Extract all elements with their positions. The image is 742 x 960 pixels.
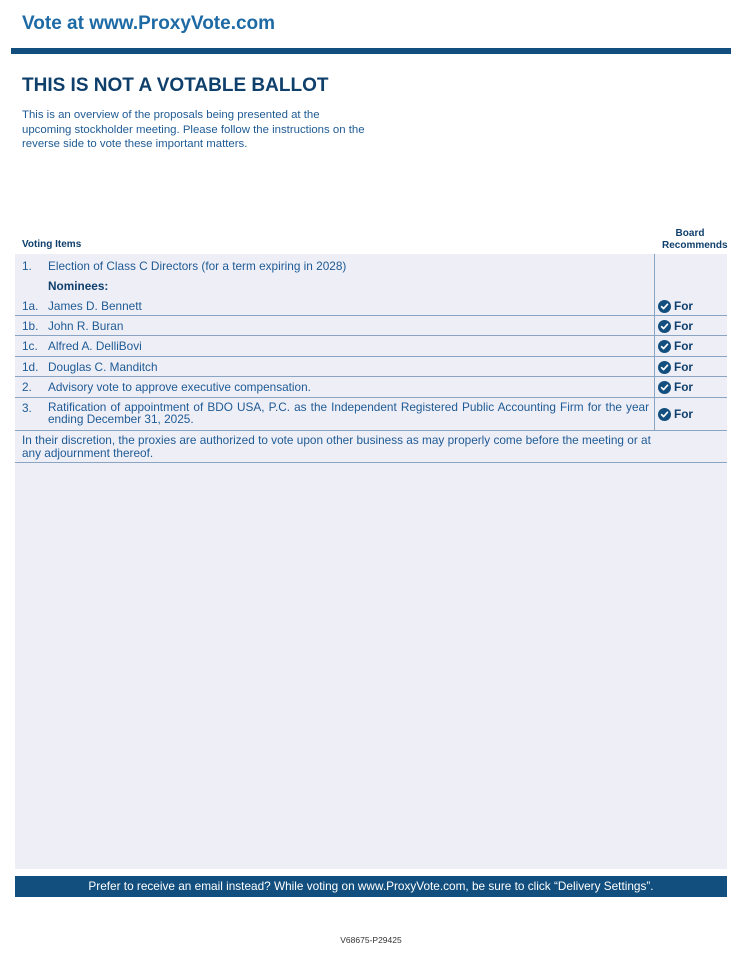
recommendation <box>658 299 693 313</box>
row-divider <box>15 315 727 316</box>
col-header-voting-items: Voting Items <box>22 239 82 250</box>
discretion-text: In their discretion, the proxies are authorized to vote upon other business as may properly come before the meeting or at any adjournment thereof. <box>22 433 651 460</box>
recommendation-label: For <box>674 319 694 333</box>
check-circle-icon <box>658 320 671 333</box>
row-divider <box>15 397 727 398</box>
recommendation-label: For <box>674 299 694 313</box>
nominee-number: 1a. <box>22 299 39 313</box>
item-2-text: Advisory vote to approve executive compensation. <box>48 380 311 394</box>
check-circle-icon <box>658 300 671 313</box>
check-circle-icon <box>658 408 671 421</box>
nominee-number: 1d. <box>22 360 39 374</box>
nominee-name: John R. Buran <box>48 319 124 333</box>
notice-intro: This is an overview of the proposals being presented at the upcoming stockholder meeting. Please follow the instructions on the reverse side to vote these important matters. <box>22 109 365 150</box>
delivery-settings-banner: Prefer to receive an email instead? While voting on www.ProxyVote.com, be sure to click “Delivery Settings”. <box>15 876 727 897</box>
check-circle-icon <box>658 381 671 394</box>
recommendation <box>658 339 693 353</box>
nominee-number: 1b. <box>22 319 39 333</box>
nominee-name: James D. Bennett <box>48 299 142 313</box>
row-divider <box>15 376 727 377</box>
notice-title: THIS IS NOT A VOTABLE BALLOT <box>22 75 329 96</box>
nominees-label: Nominees: <box>48 279 109 293</box>
nominee-name: Douglas C. Manditch <box>48 360 158 374</box>
item-2-number: 2. <box>22 380 32 394</box>
check-circle-icon <box>658 340 671 353</box>
recommendation <box>658 407 693 421</box>
header-rule <box>11 48 731 54</box>
item-3-number: 3. <box>22 401 32 415</box>
row-divider <box>15 430 727 431</box>
item-3-text: Ratification of appointment of BDO USA, P.C. as the Independent Registered Public Accounting Firm for the year ending December 31, 2025. <box>48 400 649 426</box>
recommendation-label: For <box>674 339 694 353</box>
recommend-column-divider <box>654 254 655 430</box>
voting-items-panel <box>15 254 727 869</box>
recommendation-label: For <box>674 360 694 374</box>
check-circle-icon <box>658 361 671 374</box>
nominee-name: Alfred A. DelliBovi <box>48 339 142 353</box>
recommendation <box>658 319 693 333</box>
row-divider <box>15 335 727 336</box>
recommendation-label: For <box>674 380 694 394</box>
row-divider <box>15 356 727 357</box>
col-header-board-recommends <box>652 228 728 251</box>
row-divider <box>15 462 727 463</box>
nominee-number: 1c. <box>22 339 38 353</box>
document-code: V68675-P29425 <box>340 935 402 945</box>
item-1-number: 1. <box>22 259 32 273</box>
col-header-board-recommends-text: Board Recommends <box>662 228 728 251</box>
recommendation <box>658 360 693 374</box>
recommendation <box>658 380 693 394</box>
item-1-text: Election of Class C Directors (for a term expiring in 2028) <box>48 259 347 273</box>
header-title: Vote at www.ProxyVote.com <box>22 13 276 34</box>
recommendation-label: For <box>674 407 694 421</box>
